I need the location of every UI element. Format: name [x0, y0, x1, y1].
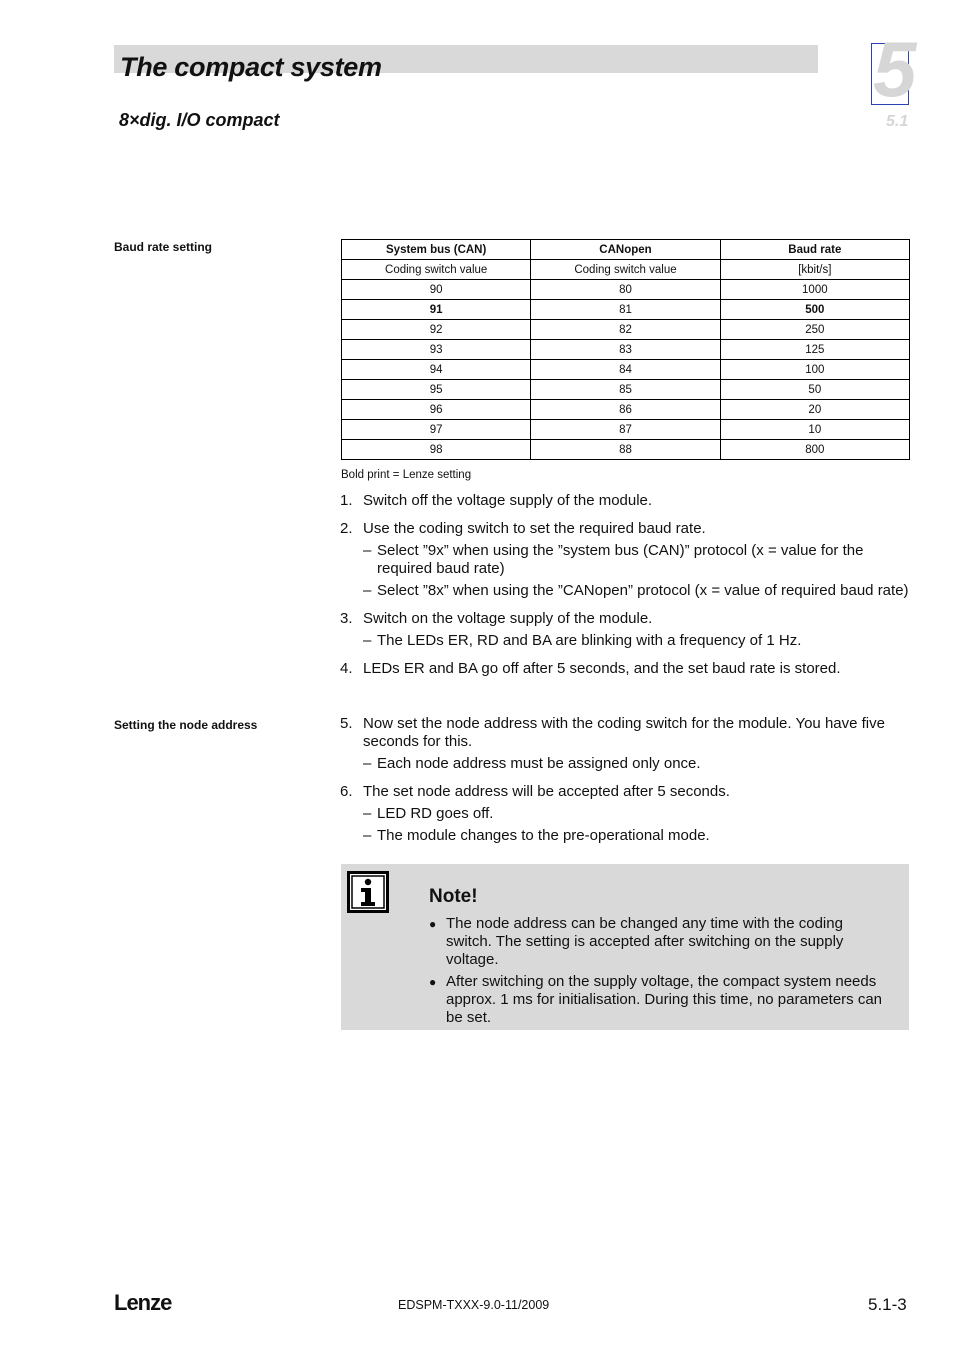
table-cell: 93 [342, 340, 531, 360]
table-cell: 87 [531, 420, 720, 440]
table-cell: 1000 [720, 280, 909, 300]
step-text: Switch off the voltage supply of the module. [363, 492, 653, 509]
table-header: Baud rate [720, 240, 909, 260]
info-icon [347, 871, 389, 918]
step-number: 2. [340, 520, 353, 537]
list-item [340, 492, 910, 510]
table-cell: 84 [531, 360, 720, 380]
step-number: 6. [340, 783, 353, 800]
table-row [342, 300, 910, 320]
step-number: 3. [340, 610, 353, 627]
table-subheader: Coding switch value [342, 260, 531, 280]
step-number: 1. [340, 492, 353, 509]
table-cell: 100 [720, 360, 909, 380]
table-cell: 88 [531, 440, 720, 460]
table-row [342, 320, 910, 340]
sub-text: The module changes to the pre-operational mode. [377, 827, 710, 844]
table-cell: 90 [342, 280, 531, 300]
note-box [341, 864, 909, 1030]
table-cell: 82 [531, 320, 720, 340]
table-cell: 97 [342, 420, 531, 440]
table-header: System bus (CAN) [342, 240, 531, 260]
sub-item: – The module changes to the pre-operational mode. [363, 827, 710, 844]
table-cell: 20 [720, 400, 909, 420]
note-list [429, 915, 889, 1031]
step-text: Switch on the voltage supply of the module. [363, 610, 653, 627]
table-subheader: Coding switch value [531, 260, 720, 280]
table-cell: 81 [531, 300, 720, 320]
step-text: Now set the node address with the coding switch for the module. You have five seconds for this. [363, 715, 885, 750]
table-cell: 95 [342, 380, 531, 400]
baud-rate-table [341, 239, 910, 460]
table-cell: 85 [531, 380, 720, 400]
sub-text: Select ”8x” when using the ”CANopen” protocol (x = value of required baud rate) [377, 582, 909, 599]
document-id: EDSPM-TXXX-9.0-11/2009 [398, 1298, 550, 1312]
table-cell: 125 [720, 340, 909, 360]
table-cell: 10 [720, 420, 909, 440]
lenze-logo: Lenze [114, 1290, 172, 1315]
steps-list-baud [340, 492, 910, 688]
step-text: The set node address will be accepted after 5 seconds. [363, 783, 730, 800]
page-subtitle: 8×dig. I/O compact [119, 110, 280, 130]
table-cell: 83 [531, 340, 720, 360]
table-cell: 800 [720, 440, 909, 460]
list-item: ● The node address can be changed any time with the coding switch. The setting is accepted after switching on the supply voltage. [429, 915, 844, 968]
table-header-row [342, 240, 910, 260]
table-cell: 250 [720, 320, 909, 340]
table-row [342, 420, 910, 440]
list-item [340, 660, 910, 678]
sub-item: – Select ”8x” when using the ”CANopen” protocol (x = value of required baud rate) [363, 582, 909, 599]
table-header: CANopen [531, 240, 720, 260]
table-row [342, 280, 910, 300]
sub-item: – Each node address must be assigned only once. [363, 755, 701, 772]
table-cell: 98 [342, 440, 531, 460]
sub-text: LED RD goes off. [377, 805, 494, 822]
table-row [342, 440, 910, 460]
list-item [340, 610, 910, 650]
page-title: The compact system [120, 52, 382, 82]
list-item: ● After switching on the supply voltage, the compact system needs approx. 1 ms for initialisation. During this time, no parameters can be set. [429, 973, 883, 1026]
table-cell: 94 [342, 360, 531, 380]
list-item [340, 783, 910, 845]
sub-text: Each node address must be assigned only once. [377, 755, 701, 772]
table-cell: 92 [342, 320, 531, 340]
sub-item: – Select ”9x” when using the ”system bus (CAN)” protocol (x = value for the required baud rate) [363, 542, 864, 577]
table-cell: 96 [342, 400, 531, 420]
chapter-subnumber: 5.1 [886, 113, 909, 130]
sub-item: – LED RD goes off. [363, 805, 494, 822]
table-footnote: Bold print = Lenze setting [341, 469, 472, 481]
step-text: Use the coding switch to set the required baud rate. [363, 520, 706, 537]
list-item [340, 715, 910, 773]
table-row [342, 360, 910, 380]
table-row [342, 340, 910, 360]
sub-item: – The LEDs ER, RD and BA are blinking with a frequency of 1 Hz. [363, 632, 802, 649]
steps-list-node [340, 715, 910, 855]
chapter-number: 5 [873, 25, 917, 113]
list-item [340, 520, 910, 600]
note-title: Note! [429, 886, 478, 907]
table-subheader: [kbit/s] [720, 260, 909, 280]
table-cell: 80 [531, 280, 720, 300]
section-label-node: Setting the node address [114, 718, 258, 732]
bullet-text: The node address can be changed any time with the coding switch. The setting is accepted after switching on the supply voltage. [446, 915, 844, 968]
table-cell: 91 [342, 300, 531, 320]
sub-text: Select ”9x” when using the ”system bus (CAN)” protocol (x = value for the required baud rate) [377, 542, 864, 577]
bullet-text: After switching on the supply voltage, the compact system needs approx. 1 ms for initialisation. During this time, no parameters can be set. [446, 973, 883, 1026]
step-text: LEDs ER and BA go off after 5 seconds, and the set baud rate is stored. [363, 660, 841, 677]
table-cell: 50 [720, 380, 909, 400]
sub-text: The LEDs ER, RD and BA are blinking with a frequency of 1 Hz. [377, 632, 802, 649]
table-cell: 500 [720, 300, 909, 320]
step-number: 5. [340, 715, 353, 732]
step-number: 4. [340, 660, 353, 677]
table-subheader-row [342, 260, 910, 280]
table-cell: 86 [531, 400, 720, 420]
table-row [342, 400, 910, 420]
page-number: 5.1-3 [868, 1295, 907, 1314]
section-label-baud: Baud rate setting [114, 240, 213, 254]
table-row [342, 380, 910, 400]
